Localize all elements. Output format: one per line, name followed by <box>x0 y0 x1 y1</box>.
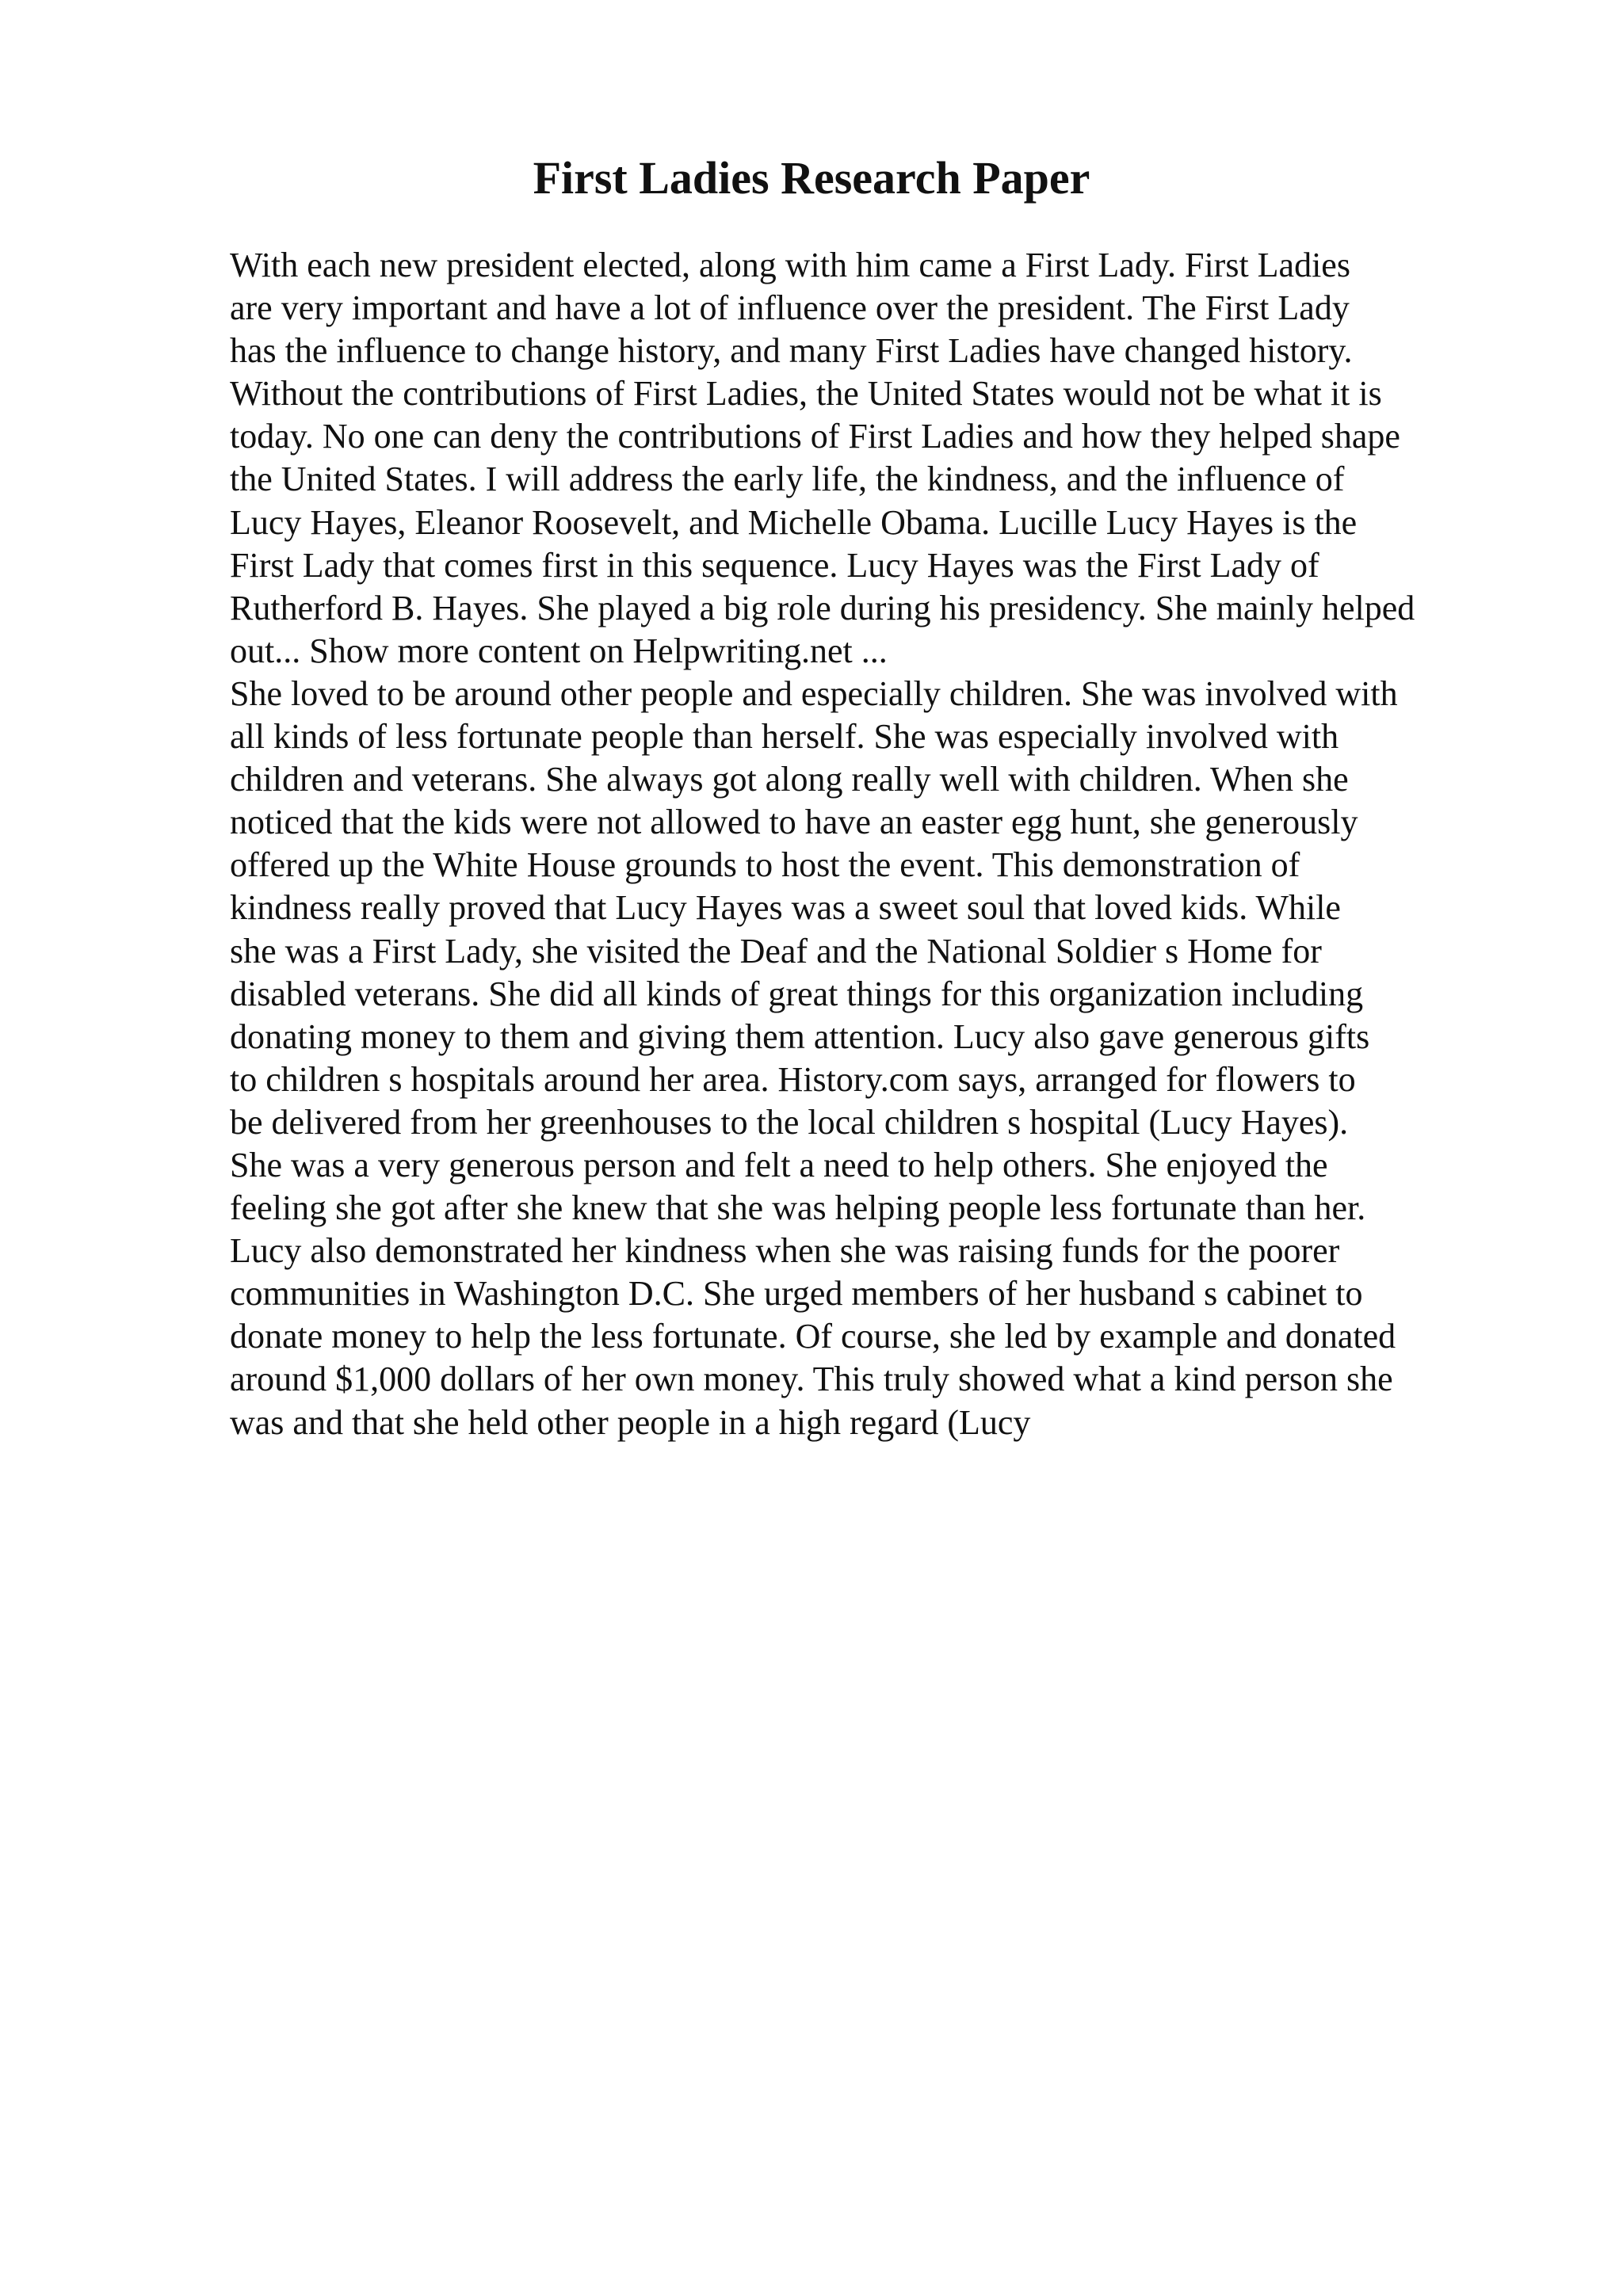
text-line: be delivered from her greenhouses to the local children s hospital (Lucy Hayes). <box>230 1102 1349 1142</box>
text-line: First Lady that comes first in this sequence. Lucy Hayes was the First Lady of <box>230 545 1319 585</box>
text-line: has the influence to change history, and many First Ladies have changed history. <box>230 331 1353 371</box>
text-line: Rutherford B. Hayes. She played a big role during his presidency. She mainly helped <box>230 588 1415 627</box>
text-line: She was a very generous person and felt a need to help others. She enjoyed the <box>230 1145 1328 1184</box>
text-line: She loved to be around other people and especially children. She was involved with <box>230 673 1398 713</box>
text-line: donate money to help the less fortunate. Of course, she led by example and donated <box>230 1317 1396 1356</box>
text-line: today. No one can deny the contributions of First Ladies and how they helped shape <box>230 417 1400 456</box>
text-line: noticed that the kids were not allowed to have an easter egg hunt, she generously <box>230 803 1358 842</box>
text-line: Without the contributions of First Ladies, the United States would not be what it is <box>230 374 1382 414</box>
text-line: to children s hospitals around her area. History.com says, arranged for flowers to <box>230 1059 1356 1099</box>
document-title: First Ladies Research Paper <box>533 152 1090 204</box>
text-line: out... Show more content on Helpwriting.net ... <box>230 631 888 670</box>
text-line: Lucy Hayes, Eleanor Roosevelt, and Michelle Obama. Lucille Lucy Hayes is the <box>230 502 1358 542</box>
text-line: children and veterans. She always got along really well with children. When she <box>230 760 1349 799</box>
text-line: all kinds of less fortunate people than herself. She was especially involved with <box>230 717 1339 757</box>
text-line: are very important and have a lot of influence over the president. The First Lady <box>230 288 1350 328</box>
text-line: disabled veterans. She did all kinds of great things for this organization including <box>230 974 1364 1013</box>
text-line: Lucy also demonstrated her kindness when she was raising funds for the poorer <box>230 1231 1340 1271</box>
text-line: kindness really proved that Lucy Hayes was a sweet soul that loved kids. While <box>230 888 1341 928</box>
text-line: the United States. I will address the early life, the kindness, and the influence of <box>230 460 1345 499</box>
text-line: was and that she held other people in a high regard (Lucy <box>230 1402 1031 1442</box>
text-line: she was a First Lady, she visited the Deaf and the National Soldier s Home for <box>230 931 1322 971</box>
text-line: feeling she got after she knew that she was helping people less fortunate than her. <box>230 1188 1366 1228</box>
document-body <box>230 244 1514 1444</box>
text-line: communities in Washington D.C. She urged members of her husband s cabinet to <box>230 1274 1363 1314</box>
text-line: With each new president elected, along with him came a First Lady. First Ladies <box>230 246 1350 284</box>
text-line: around $1,000 dollars of her own money. This truly showed what a kind person she <box>230 1360 1393 1399</box>
text-line: offered up the White House grounds to host the event. This demonstration of <box>230 845 1300 885</box>
text-line: donating money to them and giving them attention. Lucy also gave generous gifts <box>230 1016 1370 1056</box>
